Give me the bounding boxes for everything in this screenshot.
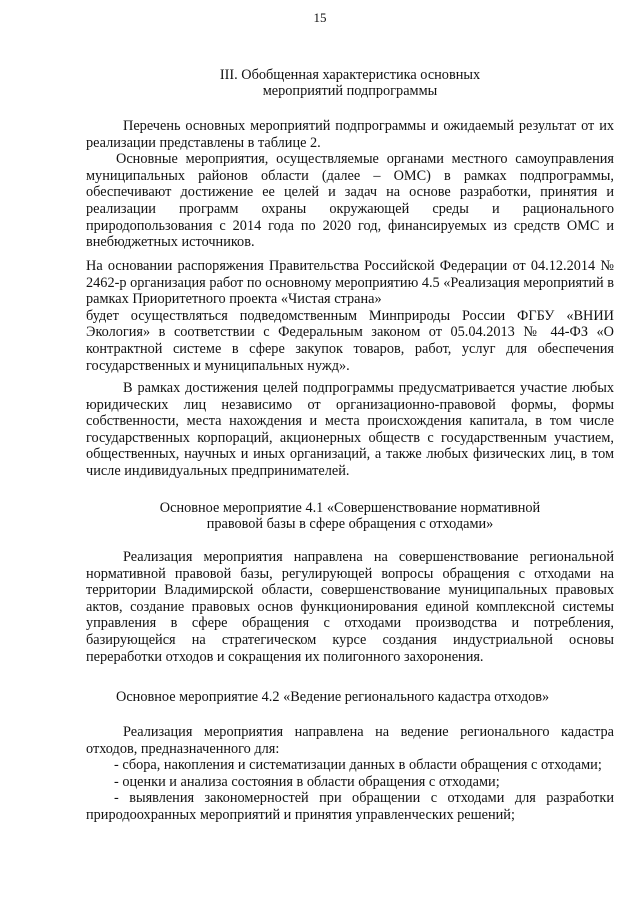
measure-4-2-block bbox=[86, 724, 614, 824]
list-item: - оценки и анализа состояния в области обращения с отходами; bbox=[114, 773, 500, 790]
measure-4-2-title: Основное мероприятие 4.2 «Ведение регионального кадастра отходов» bbox=[116, 689, 550, 705]
section-title-line-1: III. Обобщенная характеристика основных bbox=[219, 67, 481, 83]
section-title-line-2: мероприятий подпрограммы bbox=[262, 83, 438, 99]
list-item: - сбора, накопления и систематизации данных в области обращения с отходами; bbox=[114, 757, 602, 774]
measure-4-1-block bbox=[86, 549, 614, 665]
measure-4-2-text: Реализация мероприятия направлена на ведение регионального кадастра отходов, предназначенного для: bbox=[86, 724, 614, 757]
page-number: 15 bbox=[313, 10, 327, 25]
measure-4-1-title bbox=[86, 500, 614, 532]
paragraph-decree: На основании распоряжения Правительства Российской Федерации от 04.12.2014 № 2462-р организация работ по основному мероприятию 4.5 «Реализация мероприятий в рамках Приоритетного проекта «Чистая страна» bbox=[86, 258, 614, 308]
measure-4-1-text: Реализация мероприятия направлена на совершенствование региональной нормативной правовой базы, регулирующей вопросы обращения с отходами на территории Владимирской области, совершенствование муниципальных правовых актов, создание правовых основ функционирования единой комплексной системы управления в сфере обращения с отходами производства и потребления, базирующейся на стратегическом курсе создания индустриальной основы переработки отходов и сокращения их полигонного захоронения. bbox=[86, 549, 614, 665]
paragraph-implementation: будет осуществляться подведомственным Минприроды России ФГБУ «ВНИИ Экология» в соответствии с Федеральным законом от 05.04.2013 № 44-ФЗ «О контрактной системе в сфере закупок товаров, работ, услуг для обеспечения государственных и муниципальных нужд». bbox=[86, 307, 614, 374]
paragraph-participation: В рамках достижения целей подпрограммы предусматривается участие любых юридических лиц независимо от организационно-правовой формы, формы собственности, места нахождения и места происхождения капитала, в том числе государственных корпораций, акционерных обществ с государственным участием, общественных, научных и иных организаций, а также любых физических лиц, в том числе индивидуальных предпринимателей. bbox=[86, 380, 614, 479]
measure-4-1-title-line-1: Основное мероприятие 4.1 «Совершенствование нормативной bbox=[159, 500, 541, 516]
participation-block bbox=[86, 380, 614, 480]
paragraph-list-of-measures: Перечень основных мероприятий подпрограммы и ожидаемый результат от их реализации представлены в таблице 2. bbox=[86, 118, 614, 151]
section-title bbox=[86, 67, 614, 99]
decree-block bbox=[86, 258, 614, 374]
list-item: - выявления закономерностей при обращении с отходами для разработки природоохранных мероприятий и принятия управленческих решений; bbox=[86, 790, 614, 823]
measure-4-1-title-line-2: правовой базы в сфере обращения с отходами» bbox=[206, 516, 494, 532]
intro-block bbox=[86, 118, 614, 251]
paragraph-main-measures: Основные мероприятия, осуществляемые органами местного самоуправления муниципальных районов области (далее – ОМС) в рамках подпрограммы, обеспечивают достижение ее целей и задач на основе разработки, принятия и реализации программ охраны окружающей среды и рационального природопользования с 2014 года по 2020 год, финансируемых из средств ОМС и внебюджетных источников. bbox=[86, 151, 614, 251]
